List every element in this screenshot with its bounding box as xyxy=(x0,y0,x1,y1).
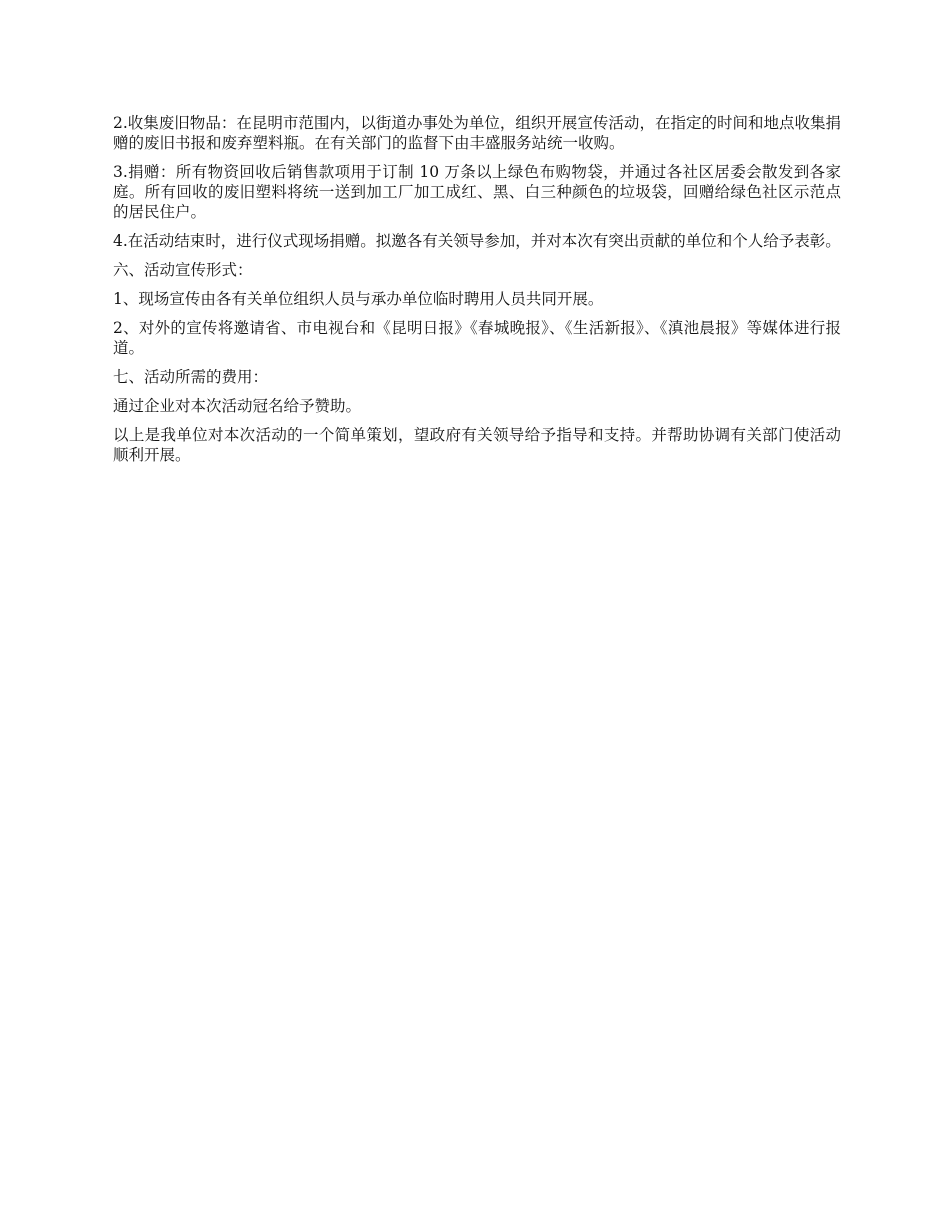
paragraph-conclusion: 以上是我单位对本次活动的一个简单策划，望政府有关领导给予指导和支持。并帮助协调有关部门使活动顺利开展。 xyxy=(113,426,841,464)
section-heading-costs: 七、活动所需的费用： xyxy=(113,368,269,386)
document-body xyxy=(113,113,841,474)
section-heading-publicity: 六、活动宣传形式： xyxy=(113,261,253,279)
paragraph-onsite-publicity: 1、现场宣传由各有关单位组织人员与承办单位临时聘用人员共同开展。 xyxy=(113,290,604,308)
paragraph-ceremony: 4.在活动结束时，进行仪式现场捐赠。拟邀各有关领导参加，并对本次有突出贡献的单位和个人给予表彰。 xyxy=(113,232,841,250)
paragraph-media-publicity: 2、对外的宣传将邀请省、市电视台和《昆明日报》《春城晚报》、《生活新报》、《滇池晨报》等媒体进行报道。 xyxy=(113,319,841,357)
paragraph-donation: 3.捐赠：所有物资回收后销售款项用于订制 10 万条以上绿色布购物袋，并通过各社区居委会散发到各家庭。所有回收的废旧塑料将统一送到加工厂加工成红、黑、白三种颜色的垃圾袋，回赠给绿色社区示范点的居民住户。 xyxy=(113,163,841,221)
paragraph-sponsorship: 通过企业对本次活动冠名给予赞助。 xyxy=(113,397,362,415)
paragraph-collect-items: 2.收集废旧物品：在昆明市范围内，以街道办事处为单位，组织开展宣传活动，在指定的时间和地点收集捐赠的废旧书报和废弃塑料瓶。在有关部门的监督下由丰盛服务站统一收购。 xyxy=(113,114,841,152)
